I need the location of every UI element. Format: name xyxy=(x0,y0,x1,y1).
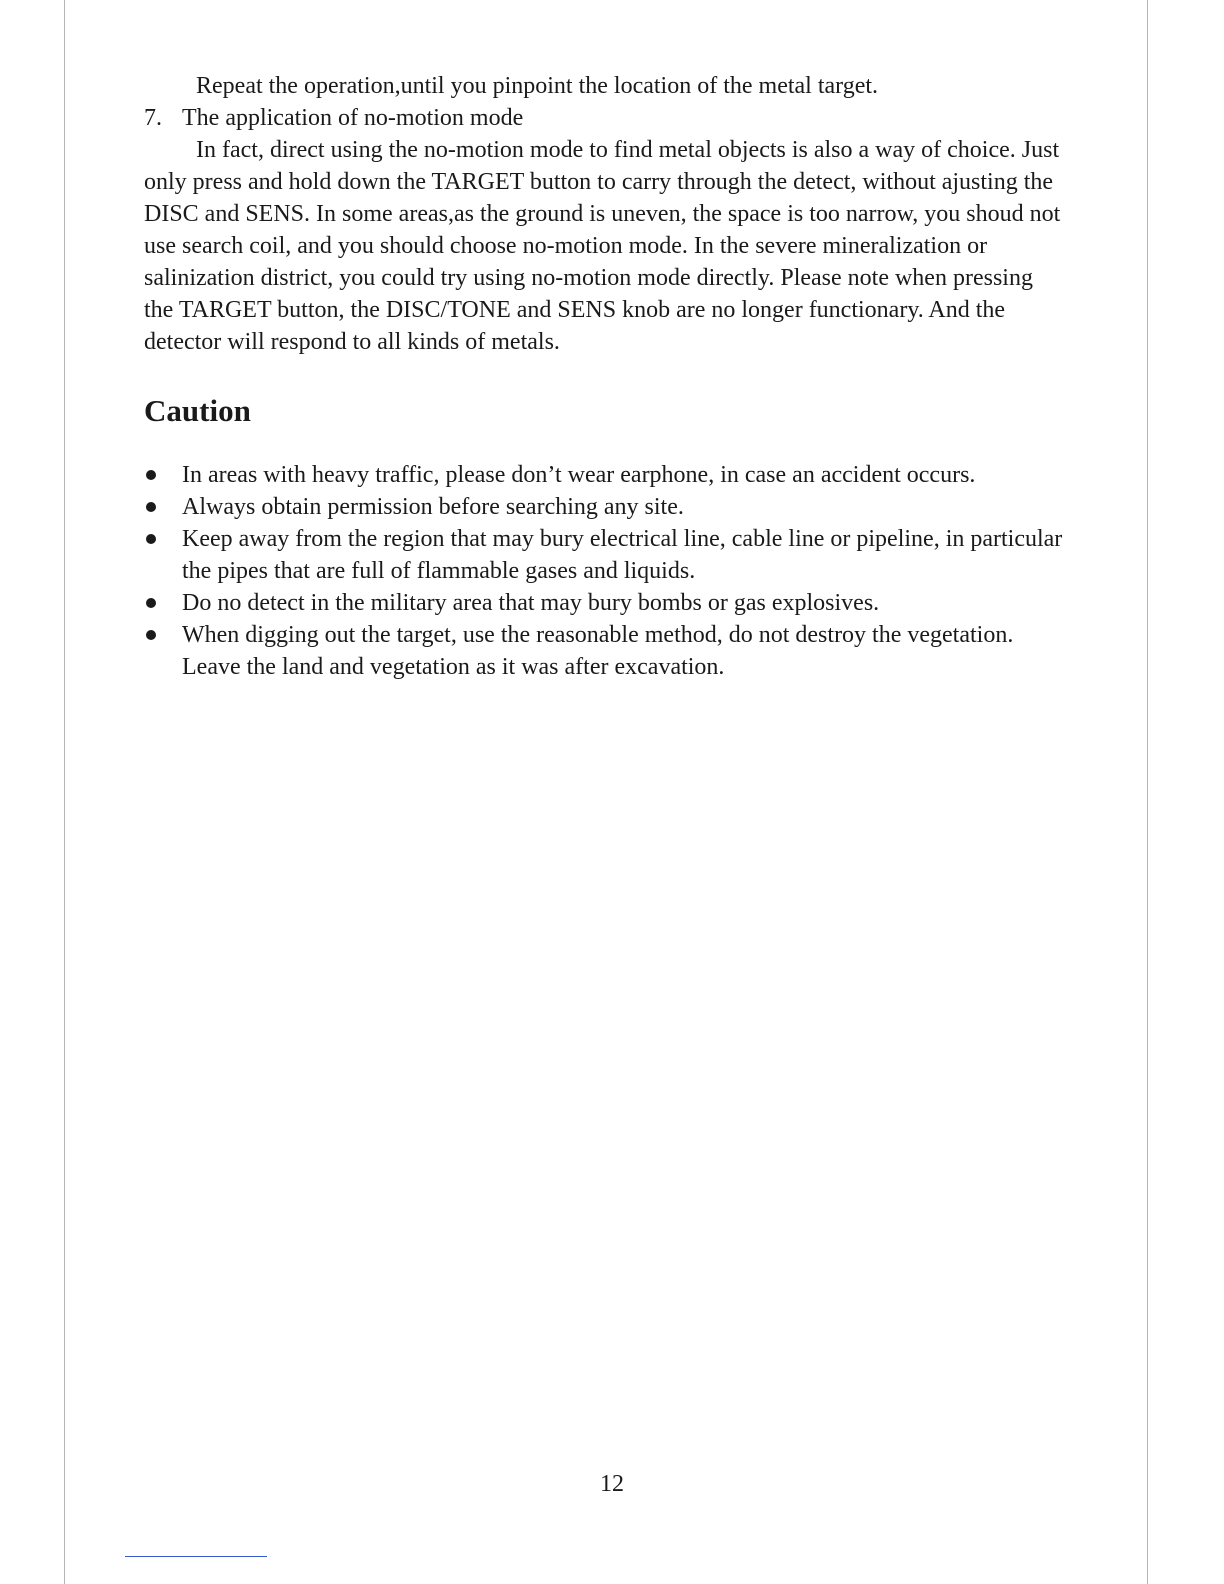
footnote-rule xyxy=(125,1556,267,1557)
section-7-body: In fact, direct using the no-motion mode to find metal objects is also a way of choice. Just only press and hold down the TARGET button to carry through the detect, without ajusting the DISC and SENS. In some areas,as the ground is uneven, the space is too narrow, you shoud not use search coil, and you should choose no-motion mode. In the severe mineralization or salinization district, you could try using no-motion mode directly. Please note when pressing the TARGET button, the DISC/TONE and SENS knob are no longer functionary. And the detector will respond to all kinds of metals. xyxy=(144,137,1061,355)
caution-list xyxy=(144,459,1064,683)
section-7-number: 7. xyxy=(144,105,162,131)
caution-item-text: Keep away from the region that may bury electrical line, cable line or pipeline, in particular the pipes that are full of flammable gases and liquids. xyxy=(182,526,1063,584)
page-border-right xyxy=(1147,0,1148,1584)
section-7-heading xyxy=(144,102,1064,134)
caution-item-text: Do no detect in the military area that may bury bombs or gas explosives. xyxy=(182,590,880,616)
page-content xyxy=(144,70,1064,683)
caution-item xyxy=(144,491,1064,523)
bullet-icon xyxy=(144,491,182,523)
section-7-title: The application of no-motion mode xyxy=(182,105,524,131)
bullet-icon xyxy=(144,619,182,683)
caution-item-text: In areas with heavy traffic, please don’t wear earphone, in case an accident occurs. xyxy=(182,462,976,488)
intro-line: Repeat the operation,until you pinpoint the location of the metal target. xyxy=(196,73,879,99)
caution-item xyxy=(144,459,1064,491)
caution-item xyxy=(144,523,1064,587)
caution-item xyxy=(144,587,1064,619)
caution-item-text: Always obtain permission before searching any site. xyxy=(182,494,684,520)
page-number: 12 xyxy=(600,1471,624,1497)
caution-item xyxy=(144,619,1064,683)
page-border-left xyxy=(64,0,65,1584)
bullet-icon xyxy=(144,523,182,587)
caution-item-text: When digging out the target, use the reasonable method, do not destroy the vegetation. Leave the land and vegetation as it was after excavation. xyxy=(182,622,1014,680)
bullet-icon xyxy=(144,587,182,619)
caution-heading: Caution xyxy=(144,393,251,428)
bullet-icon xyxy=(144,459,182,491)
